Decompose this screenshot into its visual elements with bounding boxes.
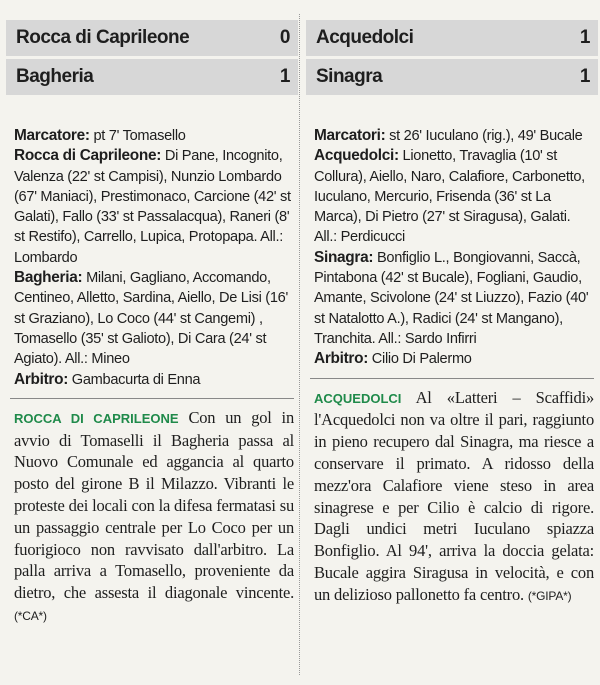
article-body: [6, 407, 298, 628]
team-score: 1: [579, 27, 590, 48]
team-score: 1: [279, 66, 290, 87]
score-row-away: [6, 59, 298, 95]
home-lineup: Acquedolci: Lionetto, Travaglia (10' st Collura), Aiello, Naro, Calafiore, Carbonetto, Iuculano, Mercurio, Frisenda (36' st La Marca), Di Pietro (27' st Siragusa), Galati. All.: Perdicucci: [314, 147, 585, 246]
article-text: Con un gol in avvio di Tomaselli il Bagheria passa al Nuovo Comunale ed aggancia al quarto posto del girone B il Milazzo. Vibranti le proteste dei locali con la difesa fermatasi su un passaggio centrale per Lo Coco per un fuorigioco non ravvisato dall'arbitro. La palla arriva a Tomasello, proveniente da dietro, che assesta il diagonale vincente.: [14, 407, 294, 603]
article-body: [306, 387, 598, 608]
article-text: Al «Latteri – Scaffidi» l'Acquedolci non va oltre il pari, raggiunto in pieno recupero dal Sinagra, ma riesce a conservare il primato. A ridosso della mezz'ora Calafiore viene steso in area sinagrese e per Cilio è calcio di rigore. Dagli undici metri Iuculano spiazza Bonfiglio. Al 94', arriva la doccia gelata: Bucale aggira Siragusa in velocità, e con un delizioso pallonetto fa centro.: [314, 387, 595, 604]
score-row-away: [306, 59, 598, 95]
team-name: Rocca di Caprileone: [16, 27, 190, 48]
score-row-home: [306, 20, 598, 56]
away-lineup: Sinagra: Bonfiglio L., Bongiovanni, Saccà, Pintabona (42' st Bucale), Fogliani, Gaudio, Amante, Scivolone (24' st Liuzzo), Fazio (40' st Natalotto A.), Radici (24' st Mangano), Tranchita. All.: Sardo Infirri: [314, 248, 589, 347]
score-row-home: [6, 20, 298, 56]
home-lineup: Rocca di Caprileone: Di Pane, Incognito, Valenza (22' st Campisi), Nunzio Lombardo (67' Maniaci), Prestimonaco, Carcione (42' st Galati), Fallo (33' st Passalacqua), Raneri (8' st Restifo), Carrello, Lupica, Protopapa. All.: Lombardo: [14, 147, 291, 266]
match-report-left: [6, 0, 298, 628]
referee-line: Arbitro: Gambacurta di Enna: [14, 370, 201, 388]
scorers-line: Marcatori: st 26' Iuculano (rig.), 49' Bucale: [314, 127, 583, 144]
team-score: 0: [279, 27, 290, 48]
team-name: Acquedolci: [316, 27, 414, 48]
team-score: 1: [579, 66, 590, 87]
column-divider: [299, 14, 300, 675]
article-kicker: ACQUEDOLCI: [314, 390, 402, 406]
author-signature: (*GIPA*): [527, 588, 572, 603]
article-kicker: ROCCA DI CAPRILEONE: [14, 410, 179, 426]
referee-line: Arbitro: Cilio Di Palermo: [314, 350, 472, 368]
author-signature: (*CA*): [14, 609, 47, 624]
match-details: [306, 126, 598, 370]
team-name: Sinagra: [316, 66, 383, 87]
section-divider: [310, 378, 594, 379]
section-divider: [10, 398, 294, 399]
team-name: Bagheria: [16, 66, 94, 87]
scorers-line: Marcatore: pt 7' Tomasello: [14, 127, 186, 144]
match-report-right: [306, 0, 598, 608]
away-lineup: Bagheria: Milani, Gagliano, Accomando, Centineo, Alletto, Sardina, Aiello, De Lisi (16' st Graziano), Lo Coco (44' st Cangemi) , Tomasello (35' st Galioto), Di Cara (24' st Agiato). All.: Mineo: [14, 269, 288, 368]
match-details: [6, 126, 298, 390]
